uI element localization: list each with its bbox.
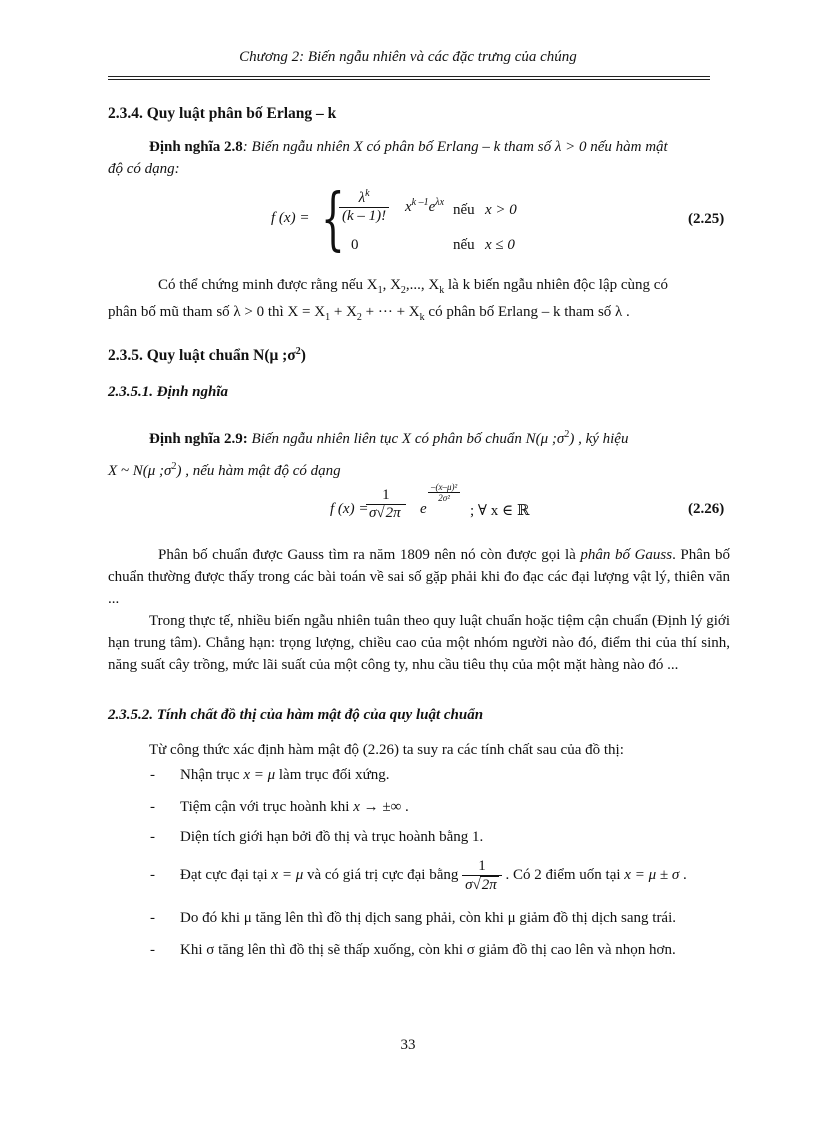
case-brace: { xyxy=(321,180,345,259)
property-sigma-shape: Khi σ tăng lên thì đồ thị sẽ thấp xuống, còn khi σ giảm đồ thị cao lên và nhọn hơn. xyxy=(180,942,676,958)
gauss-paragraph: Phân bố chuẩn được Gauss tìm ra năm 1809 nên nó còn được gọi là phân bố Gauss. Phân bố chuẩn thường được thấy trong các bài toán về sai số gặp phải khi đo đạc các đại lượng vật lý, thiên văn ... xyxy=(108,547,730,607)
equation-number-2-25: (2.25) xyxy=(688,211,725,227)
case1-cond-word: nếu xyxy=(453,202,475,218)
formula-lhs: f (x) = xyxy=(271,210,310,226)
case2-cond-word: nếu xyxy=(453,237,475,253)
page-number: 33 xyxy=(400,1037,416,1053)
definition-2-9: Định nghĩa 2.9: Biến ngẫu nhiên liên tục X có phân bố chuẩn N(μ $;\sigma^2$) , ký hiệu X ~ N(μ $;\sigma^2$) , nếu hàm mật độ có dạng xyxy=(108,429,629,479)
section-title-normal: 2.3.5. Quy luật chuẩn N(μ $;\sigma^2$) xyxy=(108,346,306,365)
running-header: Chương 2: Biến ngẫu nhiên và các đặc trưng của chúng xyxy=(239,49,577,65)
header-rule-bottom xyxy=(108,79,710,80)
bullet-dash: - xyxy=(150,799,155,815)
erlang-sum-paragraph-2: phân bố mũ tham số λ > 0 thì $X = X_1 + X_2$ + ··· + $X_k$ có phân bố Erlang – k tham số λ . xyxy=(108,304,630,323)
property-symmetry: Nhận trục x = μ làm trục đối xứng. xyxy=(180,767,390,783)
property-mu-shift: Do đó khi μ tăng lên thì đồ thị dịch sang phải, còn khi μ giảm đồ thị dịch sang trái. xyxy=(180,910,677,926)
formula-lhs: f (x) = xyxy=(330,501,369,517)
exp-base: e xyxy=(420,501,427,517)
case2-cond: x ≤ 0 xyxy=(485,237,515,253)
formula-2-25 xyxy=(271,180,711,259)
properties-intro: Từ công thức xác định hàm mật độ (2.26) ta suy ra các tính chất sau của đồ thị: xyxy=(149,742,624,758)
bullet-dash: - xyxy=(150,910,155,926)
subsection-title-definition: 2.3.5.1. Định nghĩa xyxy=(108,384,229,400)
def-label: Định nghĩa 2.8 xyxy=(149,139,243,155)
bullet-dash: - xyxy=(150,767,155,783)
exponent-fraction: $\frac{\text{–(x–μ)²}}{\text{2σ²}}$ xyxy=(428,482,460,503)
erlang-sum-paragraph: Có thể chứng minh được rằng nếu $X_1$, $X_2$,..., $X_k$ là k biến ngẫu nhiên độc lập cùng có xyxy=(158,277,668,296)
case1-tail: $x^{k -1}e^{\lambda x}$ xyxy=(405,197,445,215)
def-text: : Biến ngẫu nhiên X có phân bố Erlang – k tham số λ > 0 nếu hàm mật xyxy=(242,139,668,155)
formula-2-26 xyxy=(330,482,690,537)
definition-2-8 xyxy=(108,136,730,180)
equation-number-2-26: (2.26) xyxy=(688,501,725,517)
header-rule-top xyxy=(108,76,710,77)
normal-fraction: $\frac{1}{\sigma√2\pi}$ xyxy=(366,487,406,522)
case1-cond: x > 0 xyxy=(485,202,517,218)
practice-paragraph: Trong thực tế, nhiều biến ngẫu nhiên tuân theo quy luật chuẩn hoặc tiệm cận chuẩn (Định lý giới hạn trung tâm). Chẳng hạn: trọng lượng, chiều cao của một nhóm người nào đó, điểm thi của thí sinh, năng suất cây trồng, mức lãi suất của một công ty, nhu cầu tiêu thụ của một mặt hàng nào đó ... xyxy=(108,613,730,673)
forall-clause: ; ∀ x ∈ ℝ xyxy=(470,503,530,519)
property-area: Diện tích giới hạn bởi đồ thị và trục hoành bằng 1. xyxy=(180,829,484,845)
bullet-dash: - xyxy=(150,942,155,958)
section-title-erlang: 2.3.4. Quy luật phân bố Erlang – k xyxy=(108,105,337,122)
case1-fraction: $\frac{\lambda^k}{(k - 1)!}$ xyxy=(339,188,389,225)
property-asymptote: Tiệm cận với trục hoành khi x → ±∞ . xyxy=(180,799,409,815)
subsection-title-properties: 2.3.5.2. Tính chất đồ thị của hàm mật độ của quy luật chuẩn xyxy=(108,707,484,723)
bullet-dash: - xyxy=(150,867,155,883)
bullet-dash: - xyxy=(150,829,155,845)
def-text-cont: độ có dạng: xyxy=(108,161,180,177)
property-maximum: Đạt cực đại tại x = μ và có giá trị cực đại bằng $\frac{1}{\sigma√2\pi}$ . Có 2 điểm uốn tại x = μ ± σ . xyxy=(180,858,687,894)
case2-value: 0 xyxy=(351,237,359,253)
